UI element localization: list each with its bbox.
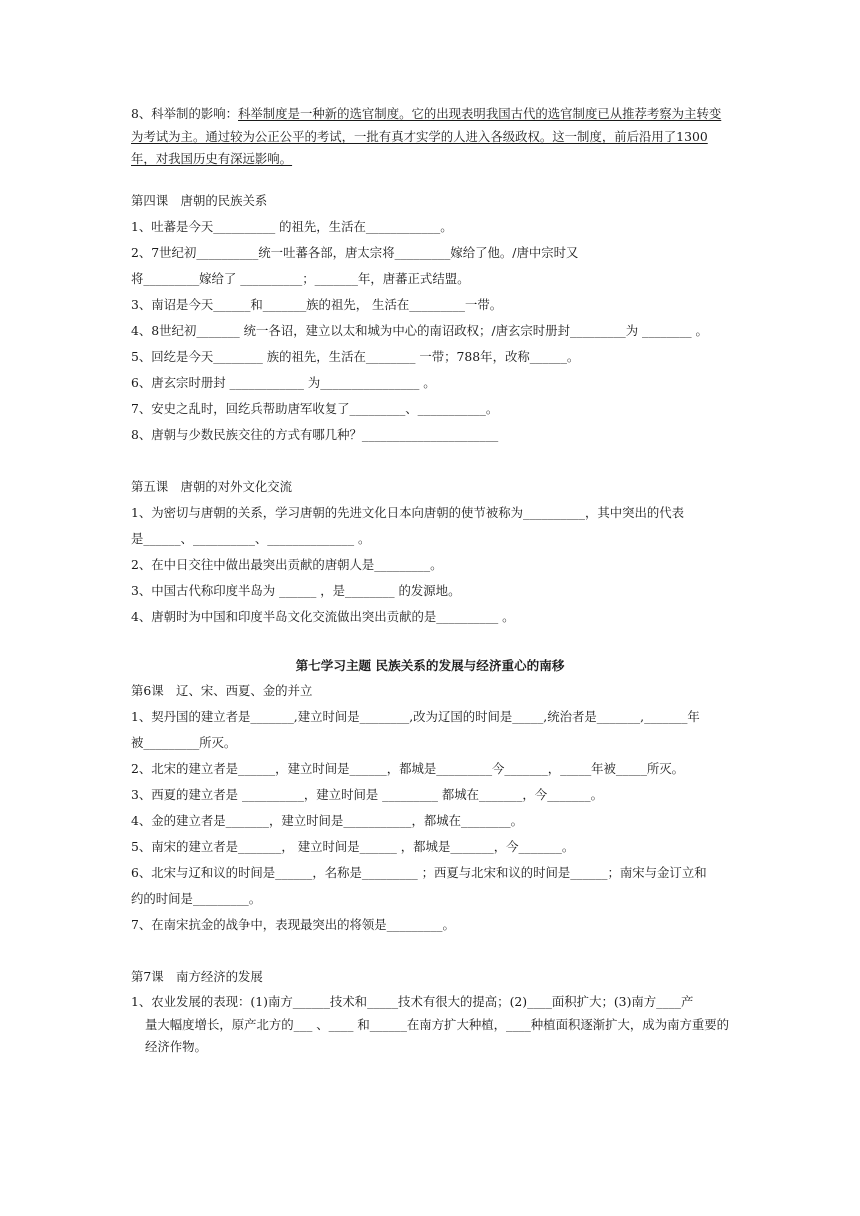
lesson5-line-1: 1、为密切与唐朝的关系，学习唐朝的先进文化日本向唐朝的使节被称为__________，其中突出的代表 [131,505,685,520]
lesson6-line-9: 7、在南宋抗金的战争中，表现最突出的将领是_________。 [131,917,455,932]
lesson7-title: 第7课 南方经济的发展 [131,969,263,984]
lesson6-line-6: 5、南宋的建立者是_______， 建立时间是______ ，都城是_______，今_______。 [131,839,575,854]
lesson4-line-5: 4、8世纪初_______ 统一各诏，建立以太和城为中心的南诏政权；/唐玄宗时册封_________为 ________ 。 [131,323,708,338]
intro-body: 科举制度是一种新的选官制度。它的出现表明我国古代的选官制度已从推荐考察为主转变为考试为主。通过较为公正公平的考试，一批有真才实学的人进入各级政权。这一制度，前后沿用了1300年，对我国历史有深远影响。 [131,106,722,166]
lesson5-line-3: 2、在中日交往中做出最突出贡献的唐朝人是_________。 [131,557,443,572]
lesson4-line-9: 8、唐朝与少数民族交往的方式有哪几种？______________________ [131,427,499,442]
lesson7-item-1 [131,991,731,1059]
lesson7-item-1-first: 1、农业发展的表现：(1)南方______技术和_____技术有很大的提高；(2)____面积扩大；(3)南方____产 [131,994,694,1009]
lesson6-line-7: 6、北宋与辽和议的时间是______，名称是_________ ；西夏与北宋和议的时间是______；南宋与金订立和 [131,865,707,880]
lesson4-line-2: 2、7世纪初__________统一吐蕃各部，唐太宗将_________嫁给了他。/唐中宗时又 [131,245,579,260]
imperial-exam-paragraph [131,103,731,171]
lesson4-line-1: 1、吐蕃是今天__________ 的祖先，生活在____________。 [131,219,453,234]
lesson6-line-1: 1、契丹国的建立者是_______,建立时间是________,改为辽国的时间是_____,统治者是_______,_______年 [131,709,700,724]
lesson4-title: 第四课 唐朝的民族关系 [131,193,268,208]
lesson4-line-3: 将_________嫁给了 __________；_______年，唐蕃正式结盟。 [131,271,470,286]
lesson6-line-8: 约的时间是_________。 [131,891,262,906]
lesson4-line-6: 5、回纥是今天________ 族的祖先，生活在________ 一带；788年，改称______。 [131,349,580,364]
lesson6-line-2: 被_________所灭。 [131,735,237,750]
lesson6-line-3: 2、北宋的建立者是______，建立时间是______，都城是_________今_______，_____年被_____所灭。 [131,761,685,776]
lesson5-line-5: 4、唐朝时为中国和印度半岛文化交流做出突出贡献的是__________ 。 [131,609,515,624]
lesson4-line-4: 3、南诏是今天______和_______族的祖先， 生活在_________一带。 [131,297,503,312]
lesson7-item-1-rest: 量大幅度增长，原产北方的___ 、____ 和______在南方扩大种植，____种植面积逐渐扩大，成为南方重要的经济作物。 [145,1016,730,1054]
theme7-heading: 第七学习主题 民族关系的发展与经济重心的南移 [295,658,565,673]
lesson6-line-4: 3、西夏的建立者是 __________，建立时间是 _________ 都城在_______，今_______。 [131,787,603,802]
lesson5-title: 第五课 唐朝的对外文化交流 [131,479,293,494]
lesson4-line-8: 7、安史之乱时，回纥兵帮助唐军收复了_________、___________。 [131,401,499,416]
lesson5-line-2: 是______、__________、______________ 。 [131,531,371,546]
lesson5-line-4: 3、中国古代称印度半岛为 ______ ，是________ 的发源地。 [131,583,461,598]
lesson6-title: 第6课 辽、宋、西夏、金的并立 [131,683,313,698]
lesson4-line-7: 6、唐玄宗时册封 ____________ 为________________ 。 [131,375,436,390]
lesson6-line-5: 4、金的建立者是_______，建立时间是___________，都城在________。 [131,813,523,828]
intro-lead: 8、科举制的影响： [131,106,239,121]
